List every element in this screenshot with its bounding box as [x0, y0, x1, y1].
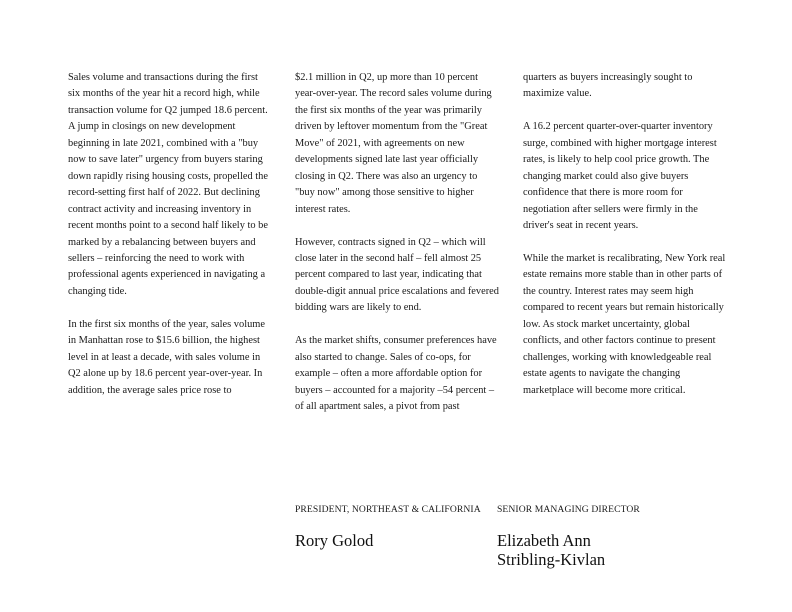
text-column-3 — [523, 70, 727, 415]
signatory-title: SENIOR MANAGING DIRECTOR — [497, 504, 640, 515]
signatory-name — [295, 531, 481, 550]
paragraph: $2.1 million in Q2, up more than 10 percent year-over-year. The record sales volume during the first six months of the year was primarily driven by leftover momentum from the "Great Move" of 2021, with agreements on new developments signed late last year officially closing in Q2. There was also an urgency to "buy now" among those sensitive to higher interest rates. — [295, 72, 492, 215]
text-column-1 — [68, 70, 272, 415]
signatory-name — [497, 531, 640, 569]
text-column-2 — [295, 70, 499, 432]
signatory-name-line: Elizabeth Ann — [497, 531, 591, 550]
paragraph: As the market shifts, consumer preferences have also started to change. Sales of co-ops, for example – often a more affordable option for buyers – accounted for a majority –54 percent – of all apartment sales, a pivot from past — [295, 335, 497, 413]
signatory-title: PRESIDENT, NORTHEAST & CALIFORNIA — [295, 504, 481, 515]
signatory-name-line: Stribling-Kivlan — [497, 550, 606, 569]
signatory-elizabeth-ann-stribling-kivlan — [497, 503, 640, 569]
signatory-name-line: Rory Golod — [295, 531, 374, 550]
paragraph: However, contracts signed in Q2 – which will close later in the second half – fell almost 25 percent compared to last year, indicating that double-digit annual price escalations and fevered bidding wars are likely to end. — [295, 236, 499, 314]
signatory-rory-golod — [295, 503, 481, 550]
paragraph: While the market is recalibrating, New York real estate remains more stable than in other parts of the country. Interest rates may seem high compared to recent years but remain historically low. As stock market uncertainty, global conflicts, and other factors continue to present challenges, working with knowledgeable real estate agents to navigate the changing marketplace will become more critical. — [523, 252, 726, 396]
paragraph: quarters as buyers increasingly sought to maximize value. — [523, 72, 693, 100]
paragraph: A 16.2 percent quarter-over-quarter inventory surge, combined with higher mortgage interest rates, is likely to help cool price growth. The changing market could also give buyers confidence that there is more room for negotiation after sellers were firmly in the driver's seat in recent years. — [523, 121, 717, 232]
paragraph: In the first six months of the year, sales volume in Manhattan rose to $15.6 billion, the highest level in at least a decade, with sales volume in Q2 alone up by 18.6 percent year-over-year. In addition, the average sales price rose to — [68, 318, 265, 396]
paragraph: Sales volume and transactions during the first six months of the year hit a record high, while transaction volume for Q2 jumped 18.6 percent. A jump in closings on new development beginning in late 2021, combined with a "buy now to save later" urgency from buyers staring down rapidly rising housing costs, propelled the record-setting first half of 2022. But declining contract activity and increasing inventory in recent months point to a second half likely to be marked by a rebalancing between buyers and sellers – reinforcing the need to work with professional agents experienced in navigating a changing tide. — [68, 72, 268, 297]
